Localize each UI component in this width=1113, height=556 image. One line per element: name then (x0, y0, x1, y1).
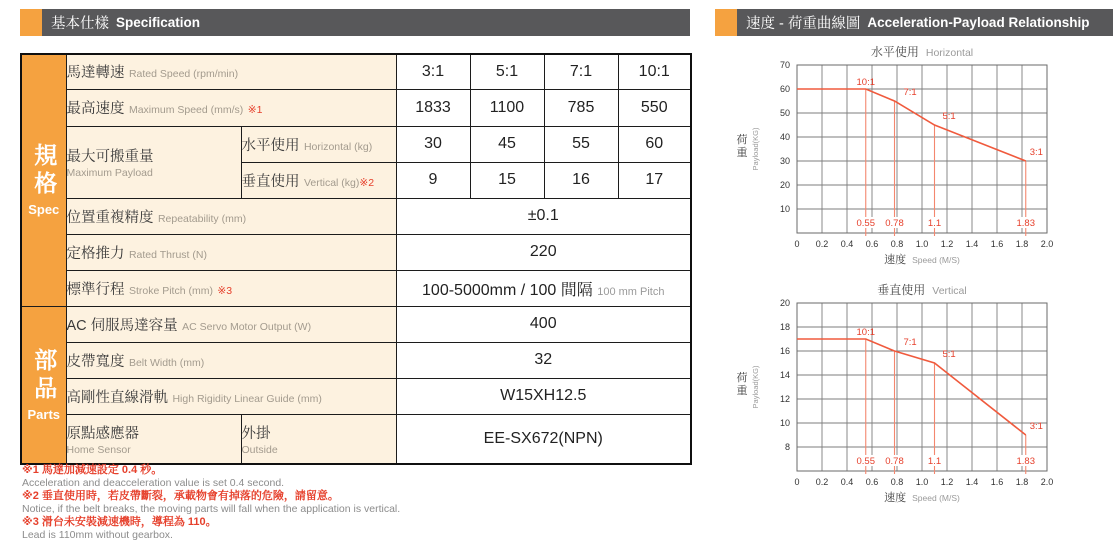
value-stroke-pitch: 100-5000mm / 100 間隔 100 mm Pitch (396, 270, 691, 306)
section-spec-en: Spec (28, 202, 60, 218)
svg-text:8: 8 (784, 442, 790, 452)
section-header-parts (21, 306, 66, 464)
svg-text:50: 50 (779, 108, 790, 118)
value-payload-h-2: 45 (470, 126, 544, 162)
table-row-max-speed (21, 89, 691, 126)
chart-marker-labels (854, 327, 1043, 467)
table-row-linear-guide (21, 378, 691, 414)
svg-text:12: 12 (779, 394, 790, 404)
label-rated-thrust: 定格推力 Rated Thrust (N) (66, 234, 396, 270)
svg-text:1.4: 1.4 (965, 239, 979, 249)
svg-text:10: 10 (779, 204, 790, 214)
table-row-stroke-pitch (21, 270, 691, 306)
chart-ylabel-zh: 荷重 (736, 134, 748, 159)
svg-text:0.2: 0.2 (815, 239, 829, 249)
marker-ratio-label: 3:1 (1029, 421, 1043, 432)
table-row-servo-output (21, 306, 691, 342)
marker-ratio-label: 3:1 (1029, 147, 1043, 158)
svg-text:1.2: 1.2 (940, 239, 954, 249)
marker-ratio-label: 5:1 (942, 111, 956, 122)
marker-speed-label: 1.1 (927, 218, 942, 229)
svg-text:10: 10 (779, 418, 790, 428)
value-gear-ratio-4: 10:1 (618, 54, 691, 89)
table-row-belt-width (21, 342, 691, 378)
chart-x-ticks (794, 477, 1053, 487)
svg-text:70: 70 (779, 60, 790, 70)
svg-text:0.6: 0.6 (865, 239, 879, 249)
value-rated-thrust: 220 (396, 234, 691, 270)
value-max-speed-2: 1100 (470, 89, 544, 126)
table-row-rated-speed (21, 54, 691, 89)
table-row-repeatability (21, 198, 691, 234)
chart-y-ticks (780, 60, 790, 214)
table-row-rated-thrust (21, 234, 691, 270)
marker-ratio-label: 5:1 (942, 349, 956, 360)
specification-title-zh: 基本仕樣 (51, 16, 109, 32)
value-gear-ratio-3: 7:1 (544, 54, 618, 89)
chart-grid (797, 303, 1047, 471)
svg-text:0.2: 0.2 (815, 477, 829, 487)
svg-text:0.6: 0.6 (865, 477, 879, 487)
svg-text:2.0: 2.0 (1040, 239, 1054, 249)
chart-root (737, 45, 1054, 266)
orange-accent-square (715, 9, 737, 36)
chart-ylabel-en: Payload(KG) (751, 365, 760, 409)
chart-vertical-payload (712, 283, 1072, 513)
value-max-speed-3: 785 (544, 89, 618, 126)
svg-text:1.6: 1.6 (990, 477, 1004, 487)
value-belt-width: 32 (396, 342, 691, 378)
footnote-1-en: Acceleration and deacceleration value is set 0.4 second. (22, 477, 285, 489)
chart-xlabel: 速度 Speed (M/S) (884, 492, 960, 504)
marker-speed-label: 0.78 (885, 456, 904, 467)
section-header-spec (21, 54, 66, 306)
label-linear-guide: 高剛性直線滑軌 High Rigidity Linear Guide (mm) (66, 378, 396, 414)
chart-header-title-en: Acceleration-Payload Relationship (867, 15, 1090, 30)
specification-title-en: Specification (116, 15, 201, 30)
chart-header-title-zh: 速度 - 荷重曲線圖 (746, 16, 861, 32)
label-payload-vertical: 垂直使用 Vertical (kg)※2 (241, 162, 396, 198)
svg-text:1.6: 1.6 (990, 239, 1004, 249)
svg-text:1.2: 1.2 (940, 477, 954, 487)
svg-text:0.4: 0.4 (840, 239, 854, 249)
svg-text:1.4: 1.4 (965, 477, 979, 487)
label-stroke-pitch: 標準行程 Stroke Pitch (mm) ※3 (66, 270, 396, 306)
footnote-ref-1: ※1 (247, 104, 263, 116)
value-max-speed-4: 550 (618, 89, 691, 126)
chart-x-ticks (794, 239, 1053, 249)
footnote-1-zh: ※1 馬達加減速設定 0.4 秒。 (22, 464, 163, 476)
marker-speed-label: 0.55 (856, 456, 875, 467)
section-spec-zh: 規格 (31, 143, 58, 200)
footnote-2-zh: ※2 垂直使用時，若皮帶斷裂，承載物會有掉落的危險，請留意。 (22, 490, 339, 502)
footnote-2-en: Notice, if the belt breaks, the moving parts will fall when the application is vertical. (22, 503, 401, 515)
svg-text:14: 14 (779, 370, 790, 380)
chart-marker-labels (854, 77, 1043, 229)
value-max-speed-1: 1833 (396, 89, 470, 126)
label-max-payload: 最大可搬重量 Maximum Payload (66, 126, 241, 198)
label-home-sensor: 原點感應器 Home Sensor (66, 414, 241, 464)
svg-text:40: 40 (779, 132, 790, 142)
svg-text:18: 18 (779, 322, 790, 332)
value-home-sensor: EE-SX672(NPN) (396, 414, 691, 464)
chart-horizontal-payload (712, 45, 1072, 275)
marker-speed-label: 1.83 (1016, 456, 1035, 467)
chart-header-bar (715, 9, 1113, 36)
chart-ylabel-zh: 荷重 (736, 372, 748, 397)
label-payload-horizontal: 水平使用 Horizontal (kg) (241, 126, 396, 162)
marker-speed-label: 1.1 (927, 456, 942, 467)
value-gear-ratio-2: 5:1 (470, 54, 544, 89)
value-payload-v-1: 9 (396, 162, 470, 198)
marker-speed-label: 1.83 (1016, 218, 1035, 229)
svg-text:60: 60 (779, 84, 790, 94)
footnote-ref-2: ※2 (359, 176, 375, 189)
chart-ylabel-en: Payload(KG) (751, 127, 760, 171)
svg-text:16: 16 (779, 346, 790, 356)
chart-title: 水平使用 Horizontal (870, 45, 974, 59)
marker-speed-label: 0.55 (856, 218, 875, 229)
chart-header-body (737, 9, 1113, 36)
marker-speed-label: 0.78 (885, 218, 904, 229)
svg-text:1.0: 1.0 (915, 239, 929, 249)
label-servo-output: AC 伺服馬達容量 AC Servo Motor Output (W) (66, 306, 396, 342)
svg-text:2.0: 2.0 (1040, 477, 1054, 487)
chart-curve (797, 89, 1026, 161)
chart-grid (797, 65, 1047, 233)
chart-xlabel: 速度 Speed (M/S) (884, 254, 960, 266)
orange-accent-square (20, 9, 42, 36)
value-payload-v-4: 17 (618, 162, 691, 198)
value-servo-output: 400 (396, 306, 691, 342)
svg-text:30: 30 (779, 156, 790, 166)
chart-title: 垂直使用 Vertical (877, 283, 967, 297)
specification-header-body (42, 9, 690, 36)
svg-text:0: 0 (794, 239, 800, 249)
label-belt-width: 皮帶寬度 Belt Width (mm) (66, 342, 396, 378)
svg-text:20: 20 (779, 180, 790, 190)
value-linear-guide: W15XH12.5 (396, 378, 691, 414)
value-payload-h-3: 55 (544, 126, 618, 162)
footnote-3-zh: ※3 滑台未安裝減速機時，導程為 110。 (22, 516, 217, 528)
svg-text:0: 0 (794, 477, 800, 487)
specification-header-bar (20, 9, 690, 36)
marker-ratio-label: 7:1 (903, 87, 917, 98)
svg-text:1.8: 1.8 (1015, 477, 1029, 487)
footnotes (22, 464, 400, 542)
section-parts-zh: 部品 (31, 347, 58, 404)
value-gear-ratio-1: 3:1 (396, 54, 470, 89)
label-repeatability: 位置重複精度 Repeatability (mm) (66, 198, 396, 234)
svg-text:0.4: 0.4 (840, 477, 854, 487)
label-max-speed: 最高速度 Maximum Speed (mm/s) ※1 (66, 89, 396, 126)
specification-table (20, 53, 692, 465)
value-payload-h-4: 60 (618, 126, 691, 162)
table-row-payload-horizontal (21, 126, 691, 162)
footnote-3-en: Lead is 110mm without gearbox. (22, 529, 173, 541)
chart-root (737, 283, 1054, 504)
footnote-ref-3: ※3 (217, 284, 233, 297)
value-repeatability: ±0.1 (396, 198, 691, 234)
svg-text:20: 20 (779, 298, 790, 308)
section-parts-en: Parts (27, 406, 61, 422)
value-payload-v-2: 15 (470, 162, 544, 198)
label-home-sensor-mount: 外掛 Outside (241, 414, 396, 464)
svg-text:1.0: 1.0 (915, 477, 929, 487)
table-row-home-sensor (21, 414, 691, 464)
marker-ratio-label: 10:1 (856, 77, 875, 88)
chart-curve (797, 339, 1026, 435)
chart-y-ticks (780, 298, 790, 452)
label-rated-speed: 馬達轉速 Rated Speed (rpm/min) (66, 54, 396, 89)
svg-text:1.8: 1.8 (1015, 239, 1029, 249)
value-payload-v-3: 16 (544, 162, 618, 198)
marker-ratio-label: 10:1 (856, 327, 875, 338)
marker-ratio-label: 7:1 (903, 337, 917, 348)
value-payload-h-1: 30 (396, 126, 470, 162)
svg-text:0.8: 0.8 (890, 239, 904, 249)
svg-text:0.8: 0.8 (890, 477, 904, 487)
